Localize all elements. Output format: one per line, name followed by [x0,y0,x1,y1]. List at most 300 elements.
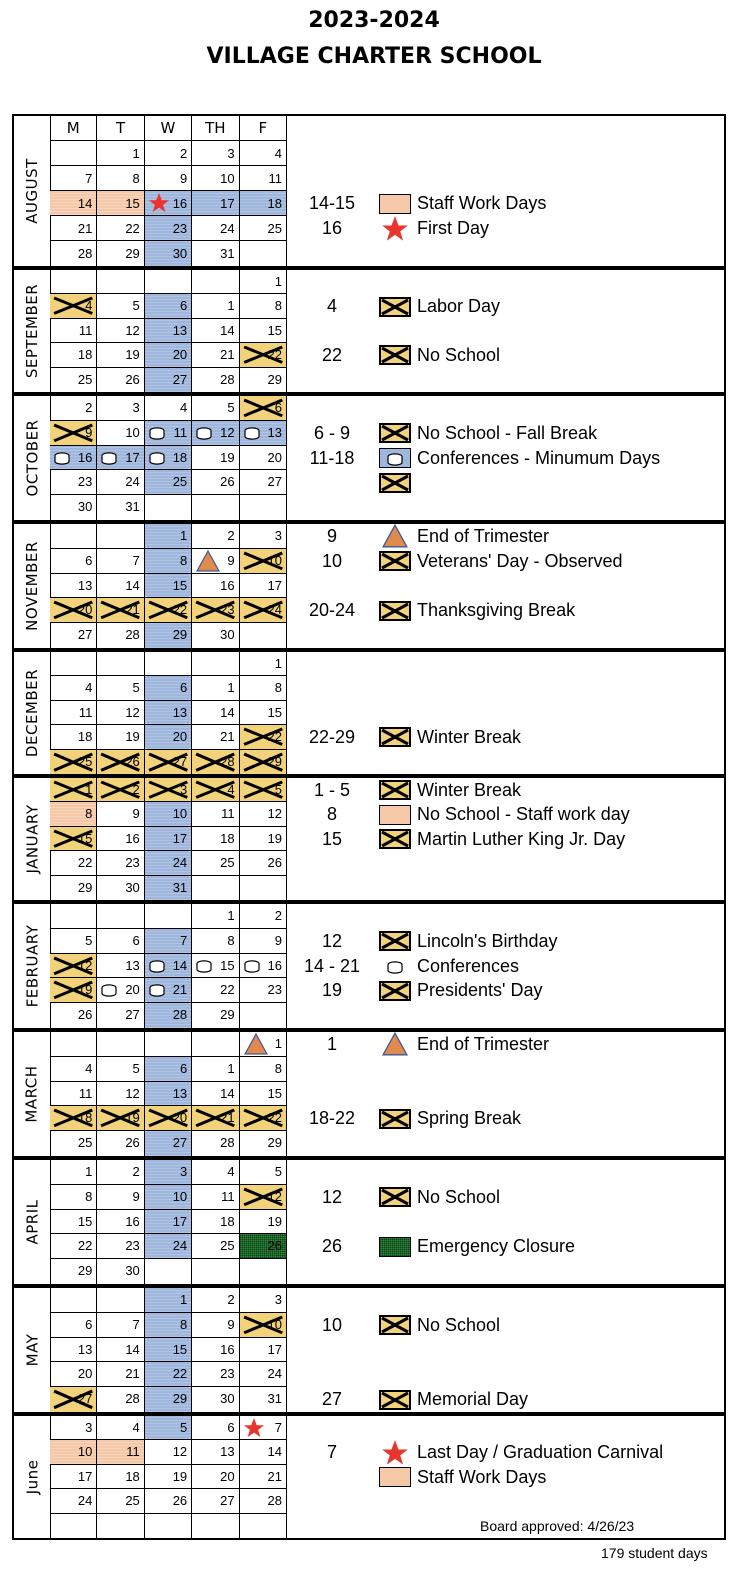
day-number: 14 [220,322,235,338]
day-cell [145,851,192,874]
day-cell [240,652,287,675]
day-cell [97,495,144,520]
legend-text: First Day [417,218,489,238]
legend-text: Winter Break [417,726,522,747]
day-cell [50,1160,97,1184]
week-row [50,725,287,749]
legend-text: Veterans' Day - Observed [417,550,623,571]
day-number: 17 [220,196,235,211]
day-cell [145,1234,192,1258]
day-number: 25 [220,855,235,871]
day-cell [192,701,239,724]
day-cell [97,978,144,1002]
day-cell [192,1440,239,1463]
day-number: 19 [172,1468,188,1484]
day-cell [240,623,287,648]
day-number: 2 [274,908,282,923]
day-cell [50,802,97,825]
star-icon [148,192,170,215]
day-cell [97,929,144,953]
day-number: 14 [125,577,140,593]
month-label: SEPTEMBER [14,270,51,392]
day-cell [145,1259,192,1284]
day-number: 26 [77,1007,93,1023]
day-cell [145,876,192,900]
day-number: 15 [77,1213,93,1229]
day-cell [240,802,287,825]
day-cell [50,470,97,494]
day-cell [240,929,287,953]
day-number: 25 [220,1238,235,1254]
legend-date: 14-15 [308,193,356,213]
week-row [50,876,287,900]
day-cell [240,470,287,494]
no-school-x-icon [377,1186,413,1208]
day-cell [240,750,287,774]
week-row [50,851,287,875]
day-number: 30 [125,879,140,895]
week-row [50,1082,287,1107]
legend-text: Lincoln's Birthday [417,930,558,951]
weekday-label: TH [205,119,226,137]
day-cell [192,1465,239,1488]
day-number: 26 [125,371,140,387]
day-cell [192,876,239,900]
month-block-december [12,650,726,776]
day-cell [240,1003,287,1028]
day-cell [97,294,144,317]
day-number: 20 [125,982,140,998]
day-number: 10 [267,1316,282,1332]
day-cell [240,701,287,724]
day-cell [192,1131,239,1156]
day-number: 20 [77,1366,93,1382]
day-number: 10 [77,1444,93,1460]
day-cell [240,396,287,420]
day-cell [192,1234,239,1258]
week-row [50,978,287,1003]
day-number: 18 [267,196,282,211]
day-cell [97,1514,144,1538]
day-number: 27 [267,474,282,490]
day-cell [192,1313,239,1337]
week-row [50,750,287,774]
legend-text: Martin Luther King Jr. Day [417,828,626,849]
day-cell [240,1313,287,1337]
day-cell [97,1160,144,1184]
no-school-x-icon [377,726,413,748]
day-number: 20 [172,347,188,363]
day-number: 16 [125,1213,140,1229]
day-number: 2 [132,782,140,797]
day-number: 28 [77,246,93,261]
day-cell [145,1082,192,1106]
day-cell [145,1416,192,1439]
day-number: 24 [172,855,188,871]
conference-icon [243,958,261,978]
day-cell [97,166,144,190]
day-cell [145,1313,192,1337]
conference-icon [377,955,413,977]
legend-item [287,827,724,851]
legend-text: Emergency Closure [417,1236,576,1257]
day-cell [240,954,287,978]
week-row [50,1313,287,1338]
day-number: 12 [77,957,93,973]
legend-date: 4 [326,296,337,317]
month-day-grid [50,904,287,1028]
conference-icon [148,425,166,445]
day-cell [145,623,192,648]
legend-item [287,778,724,802]
day-cell [192,929,239,953]
day-number: 1 [179,1292,188,1307]
day-cell [50,446,97,470]
day-number: 5 [179,1420,188,1435]
emergency-closure-swatch-icon [377,1236,413,1258]
no-school-x-icon [377,980,413,1002]
day-number: 28 [220,371,235,387]
day-number: 3 [179,782,188,797]
day-cell [192,1032,239,1056]
day-number: 13 [267,424,282,440]
day-cell [145,470,192,494]
day-number: 13 [220,1444,235,1460]
legend-date: 8 [326,804,337,825]
week-row [50,191,287,216]
day-cell [50,495,97,520]
day-cell [192,1106,239,1130]
week-row [50,1185,287,1210]
day-number: 3 [179,1164,188,1179]
day-number: 11 [173,424,188,440]
day-number: 15 [172,577,188,593]
day-number: 29 [267,1135,282,1151]
week-row [50,778,287,802]
month-block-february [12,902,726,1030]
day-number: 3 [227,146,235,161]
day-number: 6 [85,552,93,568]
month-day-grid [50,116,287,266]
day-cell [192,574,239,598]
day-number: 9 [85,424,93,440]
day-number: 12 [267,1188,282,1204]
legend-date: 26 [321,1236,343,1257]
day-number: 8 [179,552,188,568]
day-number: 3 [274,1292,282,1307]
legend-date: 22 [321,344,343,365]
day-cell [50,368,97,392]
legend-text: Labor Day [417,296,501,317]
month-block-may [12,1286,726,1414]
month-day-grid [50,270,287,392]
day-cell [50,827,97,850]
day-cell [50,1003,97,1028]
day-number: 11 [221,1188,235,1204]
day-number: 29 [77,1263,93,1279]
day-cell [192,191,239,215]
day-number: 23 [220,602,235,618]
trimester-triangle-icon [377,1033,413,1055]
day-cell [97,446,144,470]
day-cell [97,1234,144,1258]
day-cell [97,1259,144,1284]
staff-day-swatch-icon [377,1466,413,1488]
day-number: 18 [77,347,93,363]
day-cell [192,1288,239,1312]
day-number: 7 [132,552,140,568]
legend-item [287,1465,724,1489]
day-cell [192,954,239,978]
day-cell [145,1106,192,1130]
day-cell [50,954,97,978]
weekday-label: W [160,119,176,137]
day-cell [97,623,144,648]
week-row [50,929,287,954]
day-number: 8 [179,1316,188,1332]
day-cell [240,319,287,342]
day-number: 16 [220,1341,235,1357]
day-number: 1 [227,908,235,923]
day-cell [50,1338,97,1362]
day-number: 13 [172,704,188,720]
day-cell [192,549,239,573]
day-cell [240,1338,287,1362]
weekday-header-row [50,116,287,141]
day-number: 10 [220,171,235,186]
day-number: 13 [77,1341,93,1357]
day-cell [50,1185,97,1209]
legend-item [287,1441,724,1465]
legend-date: 11-18 [309,447,355,468]
day-number: 26 [267,855,282,871]
legend-date: 10 [321,1314,343,1335]
day-cell [50,652,97,675]
weekday-label: M [66,119,80,137]
day-number: 29 [220,1007,235,1023]
week-row [50,652,287,676]
weekday-header [240,116,287,140]
day-number: 12 [125,1085,140,1101]
day-cell [50,750,97,774]
legend-text: Memorial Day [417,1389,529,1410]
day-cell [97,368,144,392]
legend-date: 6 - 9 [313,422,351,443]
legend-date: 12 [321,1186,343,1207]
month-label: OCTOBER [14,396,51,520]
day-cell [145,598,192,622]
day-cell [240,876,287,900]
day-cell [97,1338,144,1362]
day-cell [145,319,192,342]
day-number: 19 [267,830,282,846]
no-school-x-icon [377,600,413,622]
day-number: 25 [77,371,93,387]
day-number: 27 [77,1391,93,1407]
day-cell [192,1160,239,1184]
day-number: 24 [77,1493,93,1509]
no-school-x-icon [377,779,413,801]
day-number: 10 [125,424,140,440]
day-number: 27 [77,627,93,643]
month-day-grid [50,652,287,774]
day-cell [145,549,192,573]
day-number: 1 [85,782,93,797]
day-number: 12 [220,424,235,440]
week-row [50,495,287,520]
day-cell [192,368,239,392]
legend-item [287,979,724,1003]
day-cell [97,904,144,928]
day-cell [50,270,97,293]
day-number: 19 [125,1110,140,1126]
day-cell [192,827,239,850]
conference-icon [148,982,166,1002]
day-cell [50,241,97,266]
no-school-x-icon [377,422,413,444]
month-label: APRIL [14,1160,51,1284]
month-label: NOVEMBER [14,524,51,648]
day-number: 13 [172,322,188,338]
week-row [50,319,287,343]
day-number: 7 [274,1420,282,1435]
day-number: 22 [172,602,188,618]
legend-item [287,803,724,827]
legend-item [287,929,724,953]
day-number: 29 [172,1391,188,1407]
day-number: 2 [85,400,93,415]
day-number: 1 [179,528,188,543]
day-cell [97,1387,144,1412]
day-cell [50,929,97,953]
day-number: 8 [85,806,93,822]
day-cell [50,574,97,598]
day-cell [97,524,144,548]
day-cell [50,421,97,445]
day-number: 15 [267,704,282,720]
day-cell [240,1057,287,1081]
day-cell [145,827,192,850]
day-cell [50,1288,97,1312]
trimester-triangle-icon [196,550,220,573]
day-cell [145,574,192,598]
week-row [50,1288,287,1313]
week-row [50,1338,287,1363]
week-row [50,368,287,392]
week-row [50,701,287,725]
day-cell [50,623,97,648]
day-number: 2 [132,1164,140,1179]
day-cell [50,396,97,420]
legend-date: 12 [321,930,343,951]
day-number: 29 [125,246,140,261]
conference-icon [377,447,413,469]
day-cell [240,1416,287,1439]
legend-text: No School - Staff work day [417,804,630,825]
day-cell [192,343,239,366]
day-number: 28 [220,1135,235,1151]
day-cell [192,216,239,240]
month-label: MAY [14,1288,51,1412]
day-number: 16 [220,577,235,593]
month-block-november [12,522,726,650]
day-number: 16 [172,196,188,211]
legend-item [287,471,724,495]
day-cell [50,343,97,366]
conference-icon [195,958,213,978]
day-cell [50,1106,97,1130]
school-name-title: VILLAGE CHARTER SCHOOL [206,44,542,69]
day-cell [145,802,192,825]
no-school-x-icon [377,472,413,494]
month-day-grid [50,1416,287,1538]
legend-date: 7 [326,1442,337,1463]
day-cell [50,1489,97,1512]
day-number: 24 [267,1366,282,1382]
week-row [50,1416,287,1440]
month-label: JANUARY [14,778,51,900]
legend-date: 10 [321,550,343,571]
month-label: DECEMBER [14,652,51,774]
day-number: 9 [227,552,235,568]
day-number: 20 [220,1468,235,1484]
month-day-grid [50,524,287,648]
day-cell [97,851,144,874]
week-row [50,396,287,421]
day-cell [192,1082,239,1106]
day-number: 20 [267,449,282,465]
day-number: 8 [274,1060,282,1076]
day-number: 30 [220,627,235,643]
day-cell [50,978,97,1002]
day-cell [50,1131,97,1156]
legend-text: End of Trimester [417,525,550,546]
day-number: 2 [227,1292,235,1307]
week-row [50,1106,287,1131]
day-number: 5 [132,298,140,314]
day-cell [145,446,192,470]
day-number: 14 [172,957,188,973]
day-number: 13 [77,577,93,593]
day-cell [50,1210,97,1234]
day-number: 8 [85,1188,93,1204]
day-cell [97,598,144,622]
day-number: 6 [179,680,188,696]
day-number: 31 [267,1391,282,1407]
day-cell [97,343,144,366]
star-icon [377,1442,413,1464]
day-cell [240,241,287,266]
legend-item [287,549,724,573]
legend-text: Staff Work Days [417,1466,547,1487]
day-cell [50,1440,97,1463]
day-cell [145,141,192,165]
day-cell [192,241,239,266]
day-cell [240,421,287,445]
day-cell [50,141,97,165]
day-number: 31 [125,499,140,515]
day-cell [50,524,97,548]
month-label: FEBRUARY [14,904,51,1028]
day-cell [145,652,192,675]
day-cell [97,1106,144,1130]
legend-date: 22-29 [308,726,356,747]
day-cell [97,1057,144,1081]
week-row [50,574,287,599]
day-number: 28 [220,753,235,769]
day-cell [192,524,239,548]
week-row [50,1234,287,1259]
